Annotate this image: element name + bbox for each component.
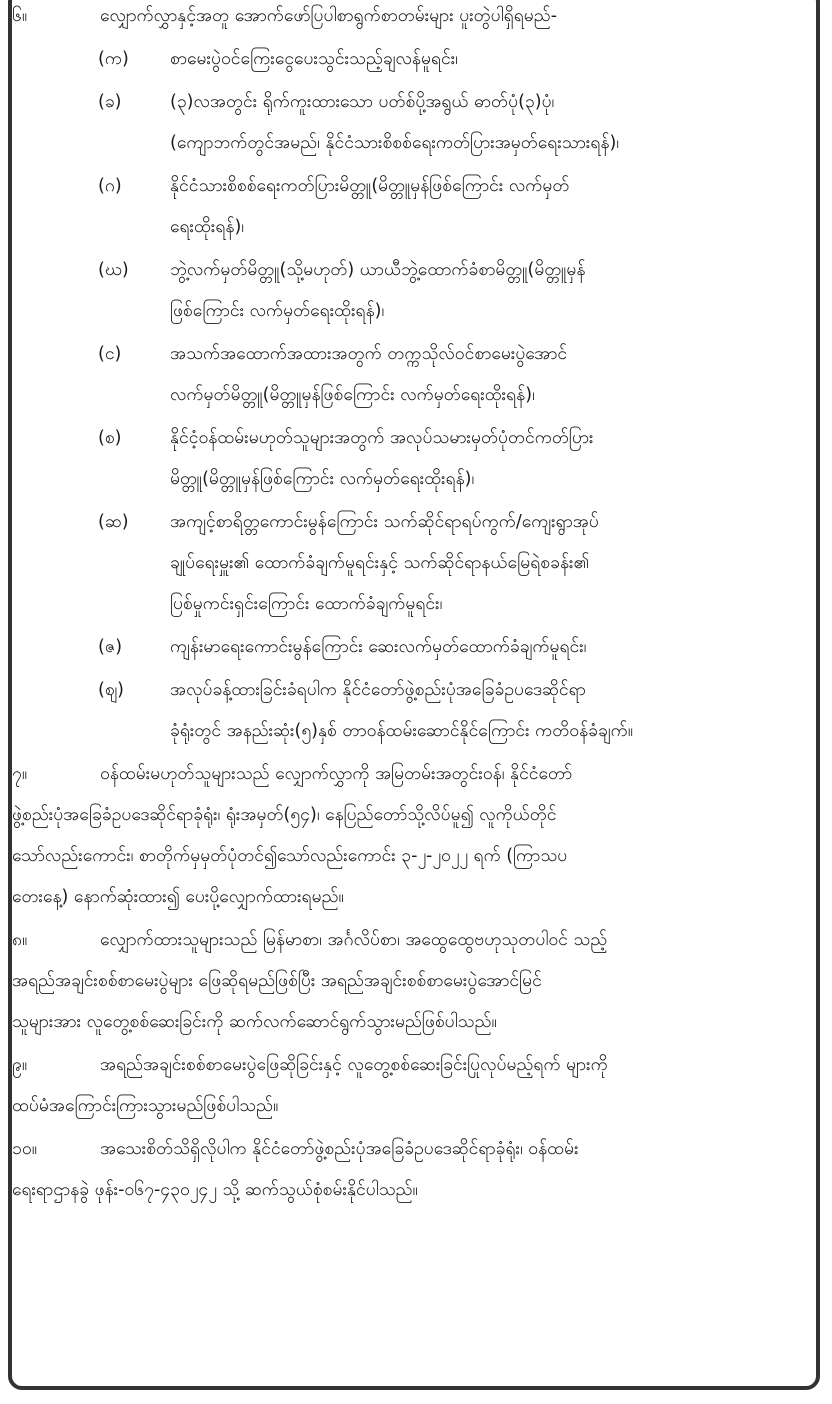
- paragraph-10-number: ၁၀။: [12, 1139, 37, 1159]
- sub-item-line: အကျင့်စာရိတ္တကောင်းမွန်ကြောင်း သက်ဆိုင်ရာရပ်ကွက်/ကျေးရွာအုပ်: [170, 512, 599, 532]
- sub-item-line: နိုင်ငံသားစိစစ်ရေးကတ်ပြားမိတ္တူ(မိတ္တူမှန်ဖြစ်ကြောင်း လက်မှတ်: [170, 176, 570, 196]
- sub-item-line: မိတ္တူ(မိတ္တူမှန်ဖြစ်ကြောင်း လက်မှတ်ရေးထိုးရန်)၊: [170, 469, 475, 489]
- paragraph-7-line: သော်လည်းကောင်း၊ စာတိုက်မှမှတ်ပုံတင်၍သော်လည်းကောင်း ၃-၂-၂၀၂၂ ရက် (ကြာသပ: [12, 846, 568, 866]
- sub-item-line: နိုင်ငံ့ဝန်ထမ်းမဟုတ်သူများအတွက် အလုပ်သမားမှတ်ပုံတင်ကတ်ပြား: [170, 428, 594, 448]
- sub-item-line: (၃)လအတွင်း ရိုက်ကူးထားသော ပတ်စ်ပို့အရွယ် ဓာတ်ပုံ(၃)ပုံ၊: [170, 92, 555, 112]
- paragraph-7-line: ဖွဲ့စည်းပုံအခြေခံဥပဒေဆိုင်ရာခုံရုံး၊ ရုံးအမှတ်(၅၄)၊ နေပြည်တော်သို့လိပ်မူ၍ လူကိုယ်တိုင်: [12, 805, 557, 825]
- paragraph-10-line: ရေးရာဌာနခွဲ ဖုန်း-၀၆၇-၄၃၀၂၄၂ သို့ ဆက်သွယ်စုံစမ်းနိုင်ပါသည်။: [12, 1180, 418, 1200]
- sub-item-line: စာမေးပွဲဝင်ကြေးငွေပေးသွင်းသည့်ချလန်မူရင်း၊: [170, 49, 458, 69]
- paragraph-8-line: အရည်အချင်းစစ်စာမေးပွဲများ ဖြေဆိုရမည်ဖြစ်ပြီး အရည်အချင်းစစ်စာမေးပွဲအောင်မြင်: [12, 971, 542, 991]
- sub-item-line: ဘွဲ့လက်မှတ်မိတ္တူ(သို့မဟုတ်) ယာယီဘွဲ့ထောက်ခံစာမိတ္တူ(မိတ္တူမှန်: [170, 260, 586, 280]
- paragraph-8-first-line: လျှောက်ထားသူများသည် မြန်မာစာ၊ အင်္ဂလိပ်စာ၊ အထွေထွေဗဟုသုတပါဝင် သည့်: [100, 930, 608, 950]
- item-6-number: ၆။: [12, 6, 28, 26]
- sub-item-label: (ဃ): [98, 260, 129, 280]
- sub-item-label: (စ): [98, 428, 122, 448]
- paragraph-9-number: ၉။: [12, 1055, 28, 1075]
- sub-item-label: (ဇ): [98, 637, 123, 657]
- sub-item-label: (င): [98, 344, 122, 364]
- sub-item-line: ရေးထိုးရန်)၊: [170, 217, 245, 237]
- paragraph-9-line: ထပ်မံအကြောင်းကြားသွားမည်ဖြစ်ပါသည်။: [12, 1096, 279, 1116]
- sub-item-label: (ဂ): [98, 176, 122, 196]
- sub-item-line: ခုံရုံးတွင် အနည်းဆုံး(၅)နှစ် တာဝန်ထမ်းဆောင်နိုင်ကြောင်း ကတိဝန်ခံချက်။: [170, 721, 634, 741]
- paragraph-10-first-line: အသေးစိတ်သိရှိလိုပါက နိုင်ငံတော်ဖွဲ့စည်းပုံအခြေခံဥပဒေဆိုင်ရာခုံရုံး၊ ဝန်ထမ်း: [100, 1139, 579, 1159]
- sub-item-label: (ခ): [98, 92, 122, 112]
- sub-item-line: ချုပ်ရေးမှူး၏ ထောက်ခံချက်မူရင်းနှင့် သက်ဆိုင်ရာနယ်မြေရဲစခန်း၏: [170, 553, 590, 573]
- sub-item-line: အသက်အထောက်အထားအတွက် တက္ကသိုလ်ဝင်စာမေးပွဲအောင်: [170, 344, 568, 364]
- document-body: [12, 0, 816, 1388]
- paragraph-7-first-line: ဝန်ထမ်းမဟုတ်သူများသည် လျှောက်လွှာကို အမြတမ်းအတွင်းဝန်၊ နိုင်ငံတော်: [100, 764, 573, 784]
- paragraph-8-line: သူများအား လူတွေ့စစ်ဆေးခြင်းကို ဆက်လက်ဆောင်ရွက်သွားမည်ဖြစ်ပါသည်။: [12, 1012, 497, 1032]
- sub-item-label: (က): [98, 49, 129, 69]
- sub-item-line: ဖြစ်ကြောင်း လက်မှတ်ရေးထိုးရန်)၊: [170, 301, 385, 321]
- paragraph-8-number: ၈။: [12, 930, 28, 950]
- sub-item-line: ကျန်းမာရေးကောင်းမွန်ကြောင်း ဆေးလက်မှတ်ထောက်ခံချက်မူရင်း၊: [170, 637, 587, 657]
- sub-item-line: လက်မှတ်မိတ္တူ(မိတ္တူမှန်ဖြစ်ကြောင်း လက်မှတ်ရေးထိုးရန်)၊: [170, 385, 535, 405]
- sub-item-line: အလုပ်ခန့်ထားခြင်းခံရပါက နိုင်ငံတော်ဖွဲ့စည်းပုံအခြေခံဥပဒေဆိုင်ရာ: [170, 680, 586, 700]
- item-6-text: လျှောက်လွှာနှင့်အတူ အောက်ဖော်ပြပါစာရွက်စာတမ်းများ ပူးတွဲပါရှိရမည်-: [100, 6, 558, 26]
- sub-item-label: (ဆ): [98, 512, 129, 532]
- sub-item-line: (ကျောဘက်တွင်အမည်၊ နိုင်ငံသားစိစစ်ရေးကတ်ပြားအမှတ်ရေးသားရန်)၊: [170, 133, 620, 153]
- sub-item-line: ပြစ်မှုကင်းရှင်းကြောင်း ထောက်ခံချက်မူရင်း၊: [170, 594, 443, 614]
- paragraph-7-number: ၇။: [12, 764, 28, 784]
- paragraph-9-first-line: အရည်အချင်းစစ်စာမေးပွဲဖြေဆိုခြင်းနှင့် လူတွေ့စစ်ဆေးခြင်းပြုလုပ်မည့်ရက် များကို: [100, 1055, 608, 1075]
- sub-item-label: (ဈ): [98, 680, 124, 700]
- paragraph-7-line: တေးနေ့) နောက်ဆုံးထား၍ ပေးပို့လျှောက်ထားရမည်။: [12, 887, 344, 907]
